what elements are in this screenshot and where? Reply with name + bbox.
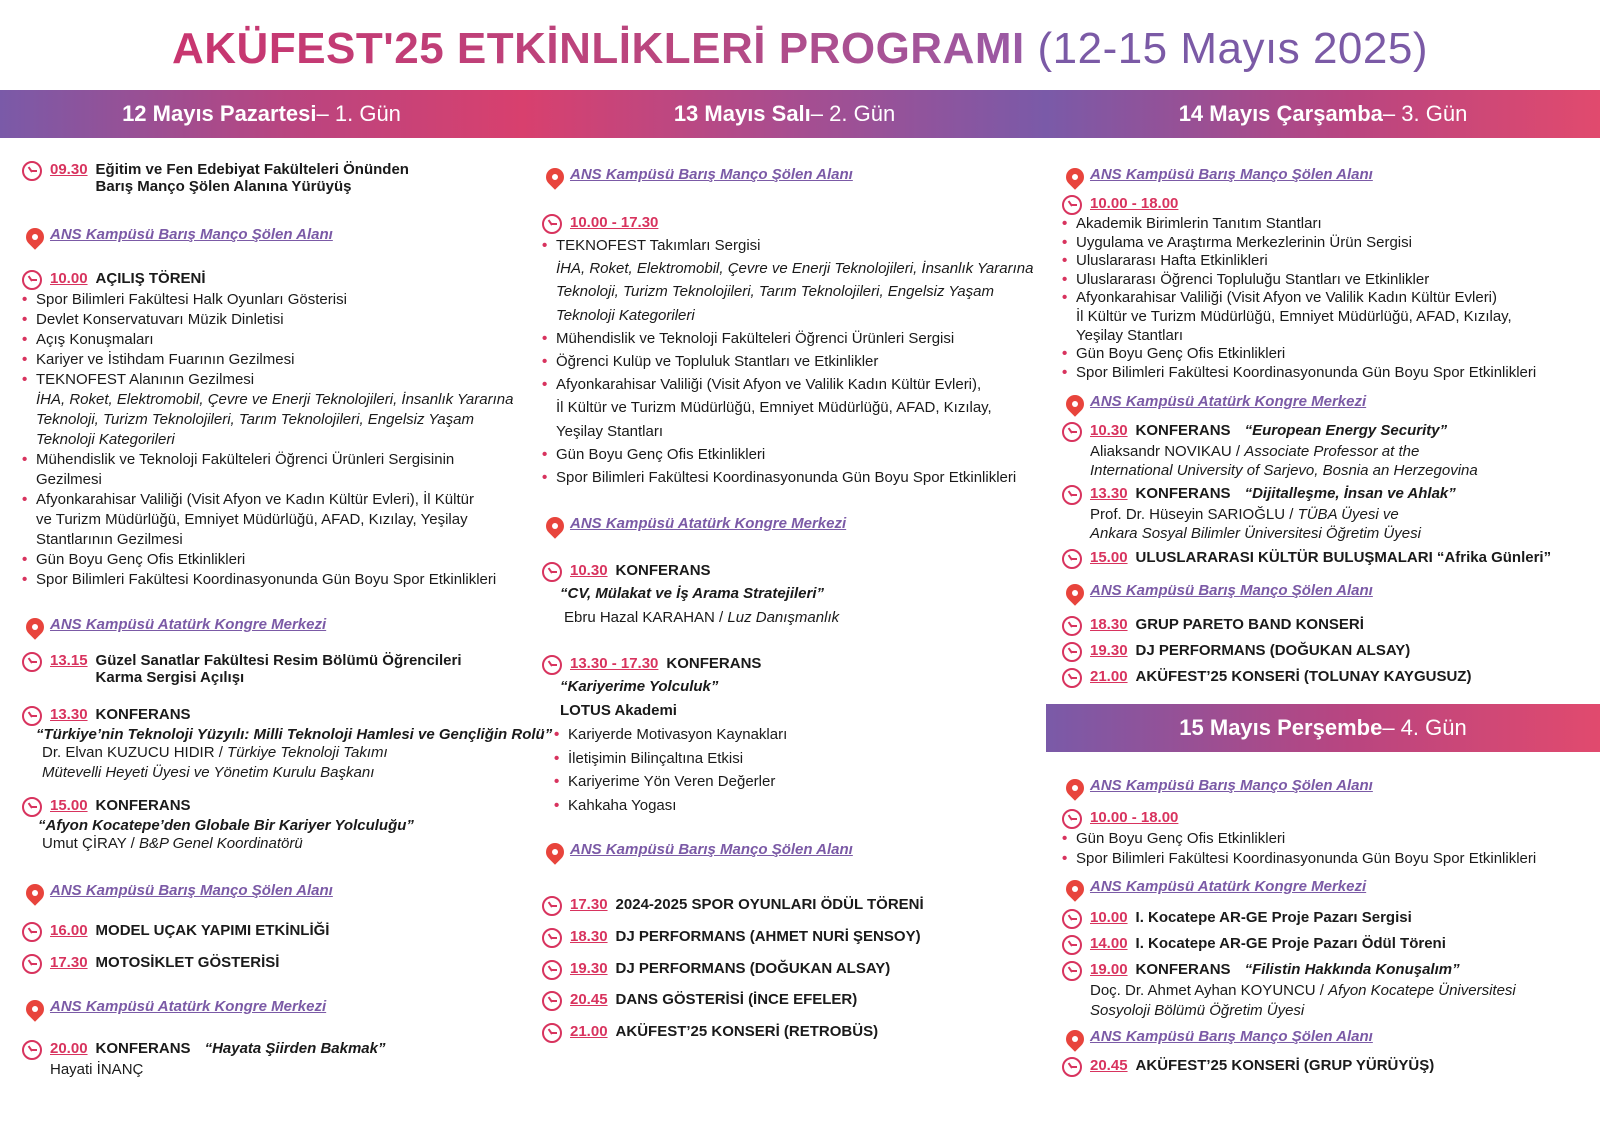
list-item: • Gün Boyu Genç Ofis Etkinlikleri [542, 443, 1033, 466]
event-quote: “Filistin Hakkında Konuşalım” [1244, 961, 1460, 978]
day-header-1 [0, 90, 523, 138]
list-item: • Akademik Birimlerin Tanıtım Stantları [1062, 215, 1536, 234]
event-time: 13.30 [50, 706, 88, 723]
list-item: Teknoloji Kategorileri [556, 306, 695, 324]
title-main: AKÜFEST'25 ETKİNLİKLERİ PROGRAMI [172, 24, 1025, 73]
location-akm2 [22, 998, 326, 1018]
event-2100 [542, 1023, 878, 1043]
list-item: • Açış Konuşmaları [22, 330, 513, 350]
location-sm2 [1062, 582, 1373, 602]
event-1330-1730 [542, 655, 787, 817]
map-pin-icon [22, 224, 47, 249]
event-items [542, 234, 1033, 489]
event-d4-1000-1800 [1062, 809, 1536, 869]
speaker-role: B&P Genel Koordinatörü [138, 835, 303, 852]
event-title: DANS GÖSTERİSİ (İNCE EFELER) [615, 991, 858, 1008]
location-akm1 [542, 515, 846, 535]
event-2000 [22, 1040, 385, 1080]
event-time: 17.30 [570, 896, 608, 913]
location-label[interactable]: ANS Kampüsü Barış Manço Şölen Alanı [1090, 777, 1373, 794]
map-pin-icon [1062, 876, 1087, 901]
location-akm1 [1062, 393, 1366, 413]
day-count: – 2. Gün [810, 101, 896, 126]
location-label[interactable]: ANS Kampüsü Barış Manço Şölen Alanı [1090, 1028, 1373, 1045]
clock-icon [542, 562, 562, 582]
event-d4-1400 [1062, 935, 1446, 955]
event-1930 [542, 960, 890, 980]
location-akm1 [22, 616, 326, 636]
event-title: KONFERANS [666, 655, 762, 672]
list-item: • TEKNOFEST Alanının Gezilmesi [22, 370, 513, 390]
map-pin-icon [1062, 391, 1087, 416]
list-item: • Kariyer ve İstihdam Fuarının Gezilmesi [22, 350, 513, 370]
event-title: MODEL UÇAK YAPIMI ETKİNLİĞİ [95, 922, 330, 939]
event-title: DJ PERFORMANS (AHMET NURİ ŞENSOY) [615, 928, 921, 945]
event-1330 [22, 706, 552, 783]
list-item: • Afyonkarahisar Valiliği (Visit Afyon ve Valilik Kadın Kültür Evleri) [1062, 289, 1536, 308]
clock-icon [1062, 195, 1082, 215]
list-item: • Afyonkarahisar Valiliği (Visit Afyon ve Kadın Kültür Evleri), İl Kültür [22, 490, 513, 510]
event-items [1062, 829, 1536, 869]
event-items [1062, 215, 1536, 382]
event-1930 [1062, 642, 1410, 662]
event-time: 09.30 [50, 161, 88, 178]
speaker-role-cont: Ankara Sosyal Bilimler Üniversitesi Öğretim Üyesi [1090, 525, 1421, 542]
clock-icon [1062, 1057, 1082, 1077]
speaker-role: Associate Professor at the [1244, 443, 1420, 460]
location-label[interactable]: ANS Kampüsü Barış Manço Şölen Alanı [570, 166, 853, 183]
speaker-name: Umut ÇİRAY / [42, 835, 139, 852]
event-1000-1800 [1062, 195, 1536, 382]
list-item: • Uluslararası Hafta Etkinlikleri [1062, 252, 1536, 271]
event-time: 20.45 [1090, 1057, 1128, 1074]
speaker-role: Luz Danışmanlık [727, 609, 840, 626]
speaker-role: TÜBA Üyesi ve [1297, 506, 1399, 523]
event-title: KONFERANS [615, 562, 711, 579]
location-label[interactable]: ANS Kampüsü Barış Manço Şölen Alanı [1090, 166, 1373, 183]
day-count: – 1. Gün [316, 101, 401, 126]
day-header-4 [1046, 704, 1600, 752]
event-time: 19.30 [570, 960, 608, 977]
location-sm1 [22, 226, 333, 246]
event-items [554, 723, 787, 817]
event-time: 14.00 [1090, 935, 1128, 952]
event-1030 [542, 562, 839, 630]
location-sm4 [1062, 1028, 1373, 1048]
list-item: • TEKNOFEST Takımları Sergisi [542, 234, 1033, 257]
event-title: ULUSLARARASI KÜLTÜR BULUŞMALARI “Afrika Günleri” [1135, 549, 1552, 566]
event-title: KONFERANS [95, 1040, 191, 1057]
list-item: • Spor Bilimleri Fakültesi Koordinasyonunda Gün Boyu Spor Etkinlikleri [22, 570, 513, 590]
event-1500 [22, 797, 414, 854]
speaker-name: Hayati İNANÇ [50, 1061, 144, 1078]
event-title: AKÜFEST’25 KONSERİ (RETROBÜS) [615, 1023, 879, 1040]
clock-icon [1062, 809, 1082, 829]
event-time: 13.30 [1090, 485, 1128, 502]
event-quote: “CV, Mülakat ve İş Arama Stratejileri” [560, 585, 825, 602]
list-item: Gezilmesi [36, 471, 102, 488]
event-title: 2024-2025 SPOR OYUNLARI ÖDÜL TÖRENİ [615, 896, 924, 913]
location-sm2 [542, 841, 853, 861]
list-item: İHA, Roket, Elektromobil, Çevre ve Enerji Teknolojileri, İnsanlık Yararına [36, 391, 514, 408]
day-name: 14 Mayıs Çarşamba [1178, 101, 1383, 126]
clock-icon [22, 270, 42, 290]
event-time: 13.30 - 17.30 [570, 655, 659, 672]
location-label[interactable]: ANS Kampüsü Atatürk Kongre Merkezi [50, 998, 327, 1015]
event-time: 10.00 - 17.30 [570, 214, 659, 231]
list-item: • Mühendislik ve Teknoloji Fakülteleri Öğrenci Ürünleri Sergisinin [22, 450, 513, 470]
location-akm2 [1062, 878, 1366, 898]
clock-icon [22, 922, 42, 942]
clock-icon [1062, 961, 1082, 981]
list-item: • Spor Bilimleri Fakültesi Koordinasyonunda Gün Boyu Spor Etkinlikleri [542, 466, 1033, 489]
map-pin-icon [22, 880, 47, 905]
day-header-2 [523, 90, 1046, 138]
event-1330 [1062, 485, 1456, 543]
event-title-cont: Barış Manço Şölen Alanına Yürüyüş [95, 178, 352, 195]
clock-icon [542, 896, 562, 916]
location-label[interactable]: ANS Kampüsü Atatürk Kongre Merkezi [50, 616, 327, 633]
event-quote: “Hayata Şiirden Bakmak” [204, 1040, 386, 1057]
clock-icon [542, 991, 562, 1011]
list-item: • İletişimin Bilinçaltına Etkisi [554, 747, 787, 771]
list-item: • Mühendislik ve Teknoloji Fakülteleri Öğrenci Ürünleri Sergisi [542, 327, 1033, 350]
event-time: 10.00 [50, 270, 88, 287]
event-time: 21.00 [1090, 668, 1128, 685]
map-pin-icon [22, 996, 47, 1021]
event-title: GRUP PARETO BAND KONSERİ [1135, 616, 1364, 633]
list-item: Yeşilay Stantları [556, 422, 664, 440]
event-time: 16.00 [50, 922, 88, 939]
map-pin-icon [1062, 1026, 1087, 1051]
event-1315 [22, 652, 462, 686]
event-1030 [1062, 422, 1478, 480]
event-quote: “Dijitalleşme, İnsan ve Ahlak” [1244, 485, 1456, 502]
speaker-name: Prof. Dr. Hüseyin SARIOĞLU / [1090, 506, 1298, 523]
list-item: • Öğrenci Kulüp ve Topluluk Stantları ve Etkinlikler [542, 350, 1033, 373]
event-time: 19.30 [1090, 642, 1128, 659]
map-pin-icon [1062, 775, 1087, 800]
list-item: • Uygulama ve Araştırma Merkezlerinin Ürün Sergisi [1062, 234, 1536, 253]
event-title: KONFERANS [1135, 422, 1231, 439]
event-title: KONFERANS [1135, 961, 1231, 978]
list-item: • Gün Boyu Genç Ofis Etkinlikleri [1062, 829, 1536, 849]
event-time: 10.30 [1090, 422, 1128, 439]
event-title: MOTOSİKLET GÖSTERİSİ [95, 954, 280, 971]
clock-icon [542, 1023, 562, 1043]
speaker-role-cont: Sosyoloji Bölümü Öğretim Üyesi [1090, 1002, 1305, 1019]
list-item: İHA, Roket, Elektromobil, Çevre ve Enerji Teknolojileri, İnsanlık Yararına [556, 260, 1034, 278]
list-item: • Spor Bilimleri Fakültesi Koordinasyonunda Gün Boyu Spor Etkinlikleri [1062, 364, 1536, 383]
clock-icon [1062, 668, 1082, 688]
clock-icon [1062, 909, 1082, 929]
event-title-cont: Karma Sergisi Açılışı [95, 669, 245, 686]
clock-icon [22, 706, 42, 726]
event-quote: “Türkiye’nin Teknoloji Yüzyılı: Milli Teknoloji Hamlesi ve Gençliğin Rolü” [36, 726, 553, 743]
list-item: • Spor Bilimleri Fakültesi Koordinasyonunda Gün Boyu Spor Etkinlikleri [1062, 849, 1536, 869]
event-time: 17.30 [50, 954, 88, 971]
page-title [0, 24, 1600, 74]
event-2045 [542, 991, 857, 1011]
event-title: AKÜFEST’25 KONSERİ (GRUP YÜRÜYÜŞ) [1135, 1057, 1435, 1074]
event-title: I. Kocatepe AR-GE Proje Pazarı Sergisi [1135, 909, 1412, 926]
event-d4-1000 [1062, 909, 1412, 929]
event-title: DJ PERFORMANS (DOĞUKAN ALSAY) [615, 960, 891, 977]
event-1500 [1062, 549, 1551, 569]
event-quote: “Kariyerime Yolculuk” [560, 678, 719, 695]
event-time: 21.00 [570, 1023, 608, 1040]
event-time: 20.00 [50, 1040, 88, 1057]
speaker-role-cont: International University of Sarjevo, Bosnia an Herzegovina [1090, 462, 1478, 479]
speaker-name: Doç. Dr. Ahmet Ayhan KOYUNCU / [1090, 982, 1329, 999]
event-title: AÇILIŞ TÖRENİ [95, 270, 206, 287]
list-item: Yeşilay Stantları [1076, 326, 1184, 344]
event-time: 18.30 [1090, 616, 1128, 633]
event-time: 18.30 [570, 928, 608, 945]
event-d4-2045 [1062, 1057, 1434, 1077]
event-1000 [22, 270, 513, 590]
day-name: 13 Mayıs Salı [673, 101, 811, 126]
day-count: – 3. Gün [1382, 101, 1468, 126]
map-pin-icon [542, 164, 567, 189]
speaker-role: Türkiye Teknoloji Takımı [227, 744, 388, 761]
location-label[interactable]: ANS Kampüsü Barış Manço Şölen Alanı [570, 841, 853, 858]
event-d4-1900 [1062, 961, 1516, 1021]
event-organizer: LOTUS Akademi [560, 702, 677, 719]
event-1830 [542, 928, 921, 948]
location-label[interactable]: ANS Kampüsü Barış Manço Şölen Alanı [50, 226, 333, 243]
list-item: • Afyonkarahisar Valiliği (Visit Afyon ve Valilik Kadın Kültür Evleri), [542, 373, 1033, 396]
map-pin-icon [22, 614, 47, 639]
event-time: 10.00 - 18.00 [1090, 809, 1179, 826]
list-item: Teknoloji, Turizm Teknolojileri, Tarım Teknolojileri, Engelsiz Yaşam [36, 411, 474, 428]
location-label[interactable]: ANS Kampüsü Barış Manço Şölen Alanı [50, 882, 333, 899]
location-label[interactable]: ANS Kampüsü Atatürk Kongre Merkezi [570, 515, 847, 532]
event-1600 [22, 922, 329, 942]
clock-icon [542, 655, 562, 675]
speaker-name: Ebru Hazal KARAHAN / [564, 609, 728, 626]
event-2100 [1062, 668, 1471, 688]
event-time: 13.15 [50, 652, 88, 669]
clock-icon [1062, 616, 1082, 636]
title-dates: (12-15 Mayıs 2025) [1037, 24, 1428, 73]
clock-icon [1062, 422, 1082, 442]
event-1000-1730 [542, 214, 1033, 489]
list-item: • Kariyerde Motivasyon Kaynakları [554, 723, 787, 747]
list-item: • Uluslararası Öğrenci Topluluğu Stantları ve Etkinlikler [1062, 271, 1536, 290]
event-time: 20.45 [570, 991, 608, 1008]
event-time: 10.30 [570, 562, 608, 579]
speaker-name: Aliaksandr NOVIKAU / [1090, 443, 1245, 460]
clock-icon [1062, 549, 1082, 569]
clock-icon [542, 960, 562, 980]
event-title: KONFERANS [95, 797, 191, 814]
event-items [22, 290, 513, 590]
clock-icon [542, 214, 562, 234]
location-label[interactable]: ANS Kampüsü Barış Manço Şölen Alanı [1090, 582, 1373, 599]
event-1830 [1062, 616, 1364, 636]
list-item: • Gün Boyu Genç Ofis Etkinlikleri [1062, 345, 1536, 364]
clock-icon [22, 954, 42, 974]
clock-icon [1062, 485, 1082, 505]
list-item: İl Kültür ve Turizm Müdürlüğü, Emniyet Müdürlüğü, AFAD, Kızılay, [1076, 307, 1512, 325]
map-pin-icon [542, 513, 567, 538]
map-pin-icon [1062, 580, 1087, 605]
event-quote: “Afyon Kocatepe’den Globale Bir Kariyer Yolculuğu” [38, 817, 414, 834]
location-sm1 [542, 166, 853, 186]
event-title: I. Kocatepe AR-GE Proje Pazarı Ödül Töreni [1135, 935, 1446, 952]
day-count: – 4. Gün [1382, 715, 1467, 740]
day-header-3 [1046, 90, 1600, 138]
list-item: İl Kültür ve Turizm Müdürlüğü, Emniyet Müdürlüğü, AFAD, Kızılay, [556, 399, 992, 417]
list-item: Teknoloji, Turizm Teknolojileri, Tarım Teknolojileri, Engelsiz Yaşam [556, 283, 994, 301]
event-title: AKÜFEST’25 KONSERİ (TOLUNAY KAYGUSUZ) [1135, 668, 1472, 685]
clock-icon [22, 797, 42, 817]
list-item: • Kahkaha Yogası [554, 794, 787, 818]
event-title: KONFERANS [95, 706, 191, 723]
list-item: ve Turizm Müdürlüğü, Emniyet Müdürlüğü, AFAD, Kızılay, Yeşilay [36, 511, 468, 528]
speaker-line [42, 743, 552, 763]
map-pin-icon [542, 839, 567, 864]
location-sm3 [1062, 777, 1373, 797]
location-label[interactable]: ANS Kampüsü Atatürk Kongre Merkezi [1090, 878, 1367, 895]
clock-icon [1062, 642, 1082, 662]
event-1730 [542, 896, 924, 916]
event-time: 10.00 - 18.00 [1090, 195, 1179, 212]
event-quote: “European Energy Security” [1244, 422, 1448, 439]
event-time: 19.00 [1090, 961, 1128, 978]
list-item: • Gün Boyu Genç Ofis Etkinlikleri [22, 550, 513, 570]
event-title: Güzel Sanatlar Fakültesi Resim Bölümü Öğrencileri [95, 652, 462, 669]
speaker-name: Dr. Elvan KUZUCU HIDIR / [42, 744, 228, 761]
clock-icon [22, 652, 42, 672]
event-time: 15.00 [50, 797, 88, 814]
event-title: Eğitim ve Fen Edebiyat Fakülteleri Önünden [95, 161, 409, 178]
location-label[interactable]: ANS Kampüsü Atatürk Kongre Merkezi [1090, 393, 1367, 410]
list-item: Stantlarının Gezilmesi [36, 531, 183, 548]
list-item: • Spor Bilimleri Fakültesi Halk Oyunları Gösterisi [22, 290, 513, 310]
list-item: • Devlet Konservatuvarı Müzik Dinletisi [22, 310, 513, 330]
list-item: Teknoloji Kategorileri [36, 431, 175, 448]
location-sm2 [22, 882, 333, 902]
clock-icon [22, 1040, 42, 1060]
clock-icon [22, 161, 42, 181]
day-name: 15 Mayıs Perşembe [1179, 715, 1383, 740]
event-title: DJ PERFORMANS (DOĞUKAN ALSAY) [1135, 642, 1411, 659]
clock-icon [1062, 935, 1082, 955]
event-0930 [22, 161, 409, 195]
map-pin-icon [1062, 164, 1087, 189]
event-title: KONFERANS [1135, 485, 1231, 502]
event-1730 [22, 954, 279, 974]
day-name: 12 Mayıs Pazartesi [122, 101, 317, 126]
event-time: 15.00 [1090, 549, 1128, 566]
clock-icon [542, 928, 562, 948]
list-item: • Kariyerime Yön Veren Değerler [554, 770, 787, 794]
speaker-role-cont: Mütevelli Heyeti Üyesi ve Yönetim Kurulu Başkanı [42, 764, 375, 781]
event-time: 10.00 [1090, 909, 1128, 926]
speaker-role: Afyon Kocatepe Üniversitesi [1328, 982, 1516, 999]
location-sm1 [1062, 166, 1373, 186]
